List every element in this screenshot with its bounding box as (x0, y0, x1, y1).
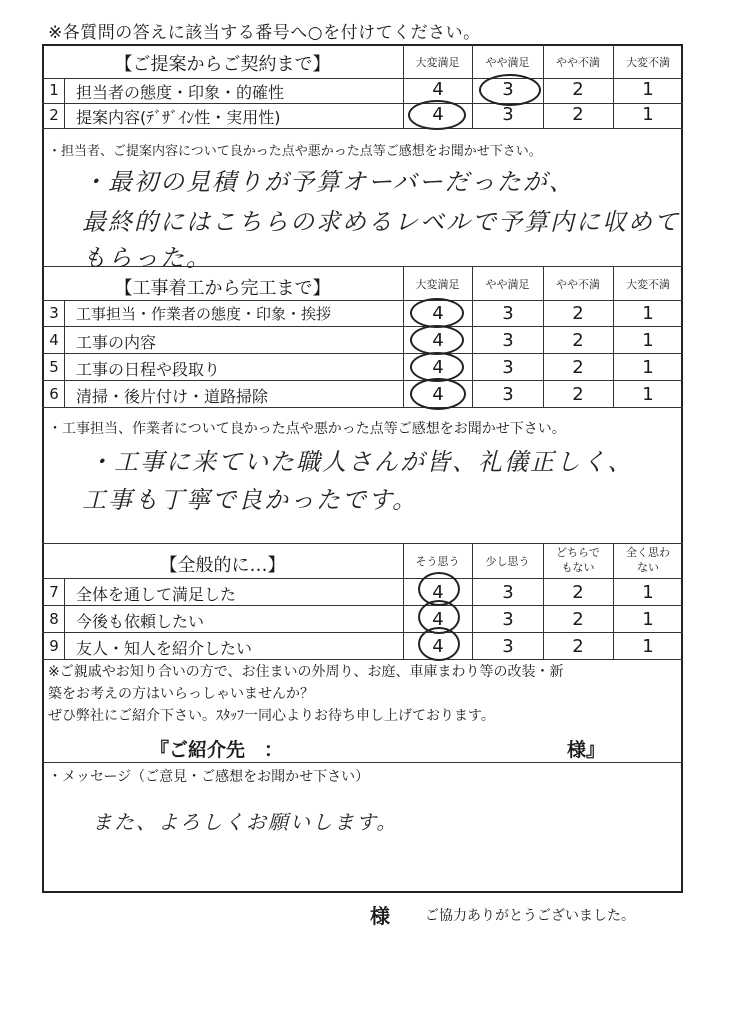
question-text: 全体を通して満足した (76, 585, 237, 604)
divider (42, 266, 683, 267)
handwritten-comment: もらった。 (82, 244, 212, 272)
question-number: 8 (49, 610, 59, 628)
rating-option[interactable]: 2 (572, 357, 584, 378)
question-number: 1 (49, 81, 59, 99)
referral-name-field[interactable] (278, 738, 568, 758)
question-text: 今後も依頼したい (76, 612, 205, 631)
rating-option[interactable]: 4 (432, 582, 444, 603)
section3-col-header: ない (637, 561, 659, 574)
section2-col-header: 大変満足 (415, 278, 460, 291)
divider (42, 543, 683, 544)
handwritten-comment: 最終的にはこちらの求めるレベルで予算内に収めて (82, 208, 680, 236)
rating-option[interactable]: 2 (572, 609, 584, 630)
rating-option[interactable]: 3 (502, 104, 514, 125)
rating-option[interactable]: 1 (642, 582, 654, 603)
question-text: 提案内容(ﾃﾞｻﾞｲﾝ性・実用性) (76, 108, 281, 127)
selection-circle (410, 298, 464, 328)
comment-prompt: ・担当者、ご提案内容について良かった点や悪かった点等ご感想をお聞かせ下さい。 (48, 144, 542, 159)
section2-col-header: 大変不満 (626, 278, 670, 291)
rating-option[interactable]: 2 (572, 79, 584, 100)
rating-option[interactable]: 4 (432, 357, 444, 378)
divider (42, 353, 683, 354)
rating-option[interactable]: 4 (432, 609, 444, 630)
question-number: 3 (49, 304, 59, 322)
rating-option[interactable]: 4 (432, 636, 444, 657)
section3-col-header: どちらで (556, 546, 600, 559)
referral-note: ぜひ弊社にご紹介下さい。ｽﾀｯﾌ一同心よりお待ち申し上げております。 (48, 708, 495, 724)
selection-circle (410, 378, 466, 410)
section3-col-header: 少し思う (485, 555, 530, 568)
question-text: 工事の内容 (76, 333, 157, 352)
divider (42, 605, 683, 606)
rating-option[interactable]: 1 (642, 303, 654, 324)
handwritten-comment: ・工事に来ていた職人さんが皆、礼儀正しく、 (88, 448, 634, 476)
section2-col-header: やや不満 (556, 278, 600, 291)
divider (42, 407, 683, 408)
handwritten-message: また、よろしくお願いします。 (92, 810, 399, 834)
section1-title: 【ご提案からご契約まで】 (114, 54, 331, 75)
rating-option[interactable]: 4 (432, 79, 444, 100)
referral-suffix: 様』 (567, 739, 606, 761)
rating-option[interactable]: 1 (642, 636, 654, 657)
selection-circle (418, 627, 460, 661)
question-number: 6 (49, 385, 59, 403)
rating-option[interactable]: 1 (642, 79, 654, 100)
rating-option[interactable]: 3 (502, 384, 514, 405)
question-text: 清掃・後片付け・道路掃除 (76, 387, 269, 406)
section2-col-header: やや満足 (485, 278, 530, 291)
instruction-text: ※各質問の答えに該当する番号へ○を付けてください。 (48, 23, 481, 43)
referral-label: 『ご紹介先 ： (150, 739, 284, 761)
rating-option[interactable]: 3 (502, 582, 514, 603)
divider (42, 659, 683, 660)
section1-col-header: やや不満 (556, 56, 600, 69)
section1-col-header: やや満足 (485, 56, 530, 69)
selection-circle (410, 325, 464, 355)
section1-col-header: 大変不満 (626, 56, 670, 69)
section3-col-header: 全く思わ (626, 546, 670, 559)
footer-sama: 様 (370, 904, 390, 928)
question-number: 2 (49, 106, 59, 124)
rating-option[interactable]: 2 (572, 303, 584, 324)
footer-thanks: ご協力ありがとうございました。 (425, 908, 635, 924)
question-number: 7 (49, 583, 59, 601)
comment-prompt: ・工事担当、作業者について良かった点や悪かった点等ご感想をお聞かせ下さい。 (48, 421, 566, 437)
rating-option[interactable]: 1 (642, 609, 654, 630)
message-prompt: ・メッセージ（ご意見・ご感想をお聞かせ下さい） (48, 769, 370, 785)
rating-option[interactable]: 2 (572, 104, 584, 125)
rating-option[interactable]: 4 (432, 330, 444, 351)
rating-option[interactable]: 2 (572, 582, 584, 603)
rating-option[interactable]: 4 (432, 384, 444, 405)
divider (42, 380, 683, 381)
rating-option[interactable]: 3 (502, 330, 514, 351)
divider (64, 300, 65, 407)
section3-title: 【全般的に…】 (159, 555, 286, 576)
rating-option[interactable]: 3 (502, 357, 514, 378)
rating-option[interactable]: 4 (432, 104, 444, 125)
handwritten-comment: 工事も丁寧で良かったです。 (82, 486, 419, 514)
rating-option[interactable]: 3 (502, 79, 514, 100)
handwritten-comment: ・最初の見積りが予算オーバーだったが、 (82, 168, 575, 196)
question-number: 4 (49, 331, 59, 349)
divider (64, 578, 65, 659)
divider (42, 128, 683, 129)
question-text: 工事の日程や段取り (76, 360, 221, 379)
section1-col-header: 大変満足 (415, 56, 460, 69)
rating-option[interactable]: 3 (502, 609, 514, 630)
section3-col-header: もない (561, 561, 595, 574)
question-number: 9 (49, 637, 59, 655)
rating-option[interactable]: 1 (642, 104, 654, 125)
question-text: 担当者の態度・印象・的確性 (76, 83, 285, 102)
divider (42, 300, 683, 301)
rating-option[interactable]: 1 (642, 384, 654, 405)
rating-option[interactable]: 2 (572, 330, 584, 351)
question-number: 5 (49, 358, 59, 376)
rating-option[interactable]: 3 (502, 303, 514, 324)
rating-option[interactable]: 3 (502, 636, 514, 657)
referral-note: ※ご親戚やお知り合いの方で、お住まいの外周り、お庭、車庫まわり等の改装・新 (48, 664, 564, 680)
selection-circle (408, 100, 466, 130)
divider (42, 632, 683, 633)
divider (42, 762, 683, 763)
rating-option[interactable]: 4 (432, 303, 444, 324)
question-text: 友人・知人を紹介したい (76, 639, 253, 658)
question-text: 工事担当・作業者の態度・印象・挨拶 (76, 305, 332, 323)
rating-option[interactable]: 2 (572, 384, 584, 405)
rating-option[interactable]: 1 (642, 330, 654, 351)
divider (42, 578, 683, 579)
section3-col-header: そう思う (415, 555, 460, 568)
divider (64, 78, 65, 128)
rating-option[interactable]: 1 (642, 357, 654, 378)
divider (42, 326, 683, 327)
selection-circle (479, 74, 541, 106)
section2-title: 【工事着工から完工まで】 (114, 278, 331, 299)
referral-note: 築をお考えの方はいらっしゃいませんか？ (48, 686, 314, 702)
rating-option[interactable]: 2 (572, 636, 584, 657)
